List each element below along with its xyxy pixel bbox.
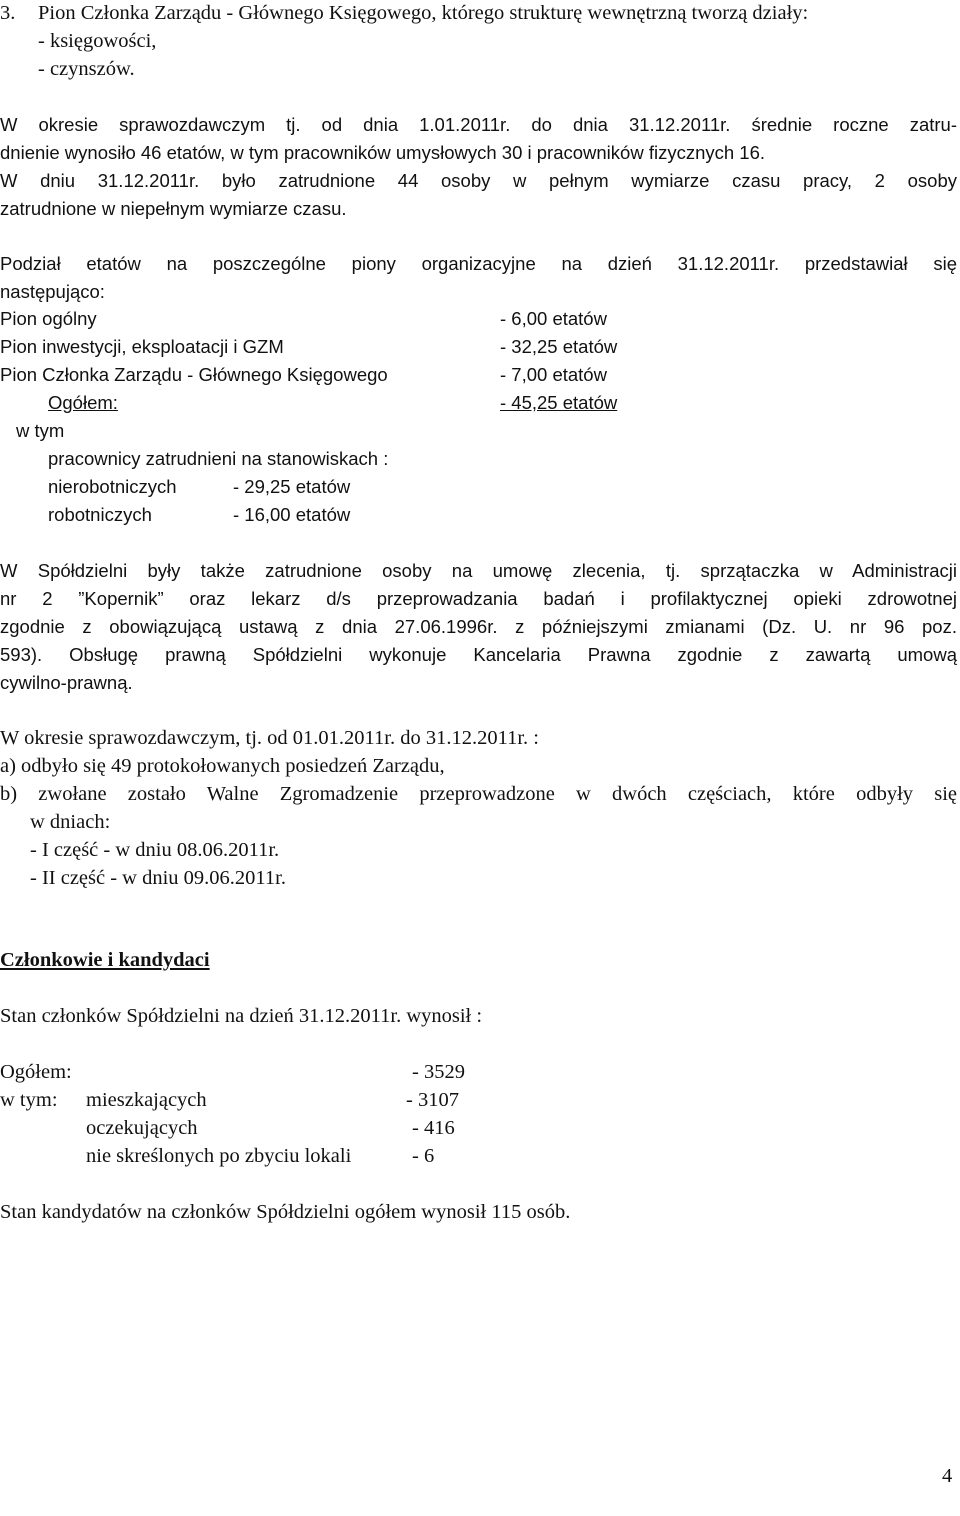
division-intro: Podział etatów na poszczególne piony organizacyjne na dzień 31.12.2011r. przedstawiał się xyxy=(0,253,957,274)
division-row-label: Pion ogólny xyxy=(0,308,97,329)
page-number: 4 xyxy=(942,1465,953,1487)
section-heading: Pion Członka Zarządu - Głównego Księgowego, którego strukturę wewnętrzną tworzą działy: xyxy=(38,2,809,24)
paragraph-line: zgodnie z obowiązującą ustawą z dnia 27.06.1996r. z późniejszymi zmianami (Dz. U. nr 96 poz. xyxy=(0,616,957,637)
paragraph-line: cywilno-prawną. xyxy=(0,672,133,693)
members-breakdown-value: - 416 xyxy=(412,1117,455,1139)
board-item-b: b) zwołane zostało Walne Zgromadzenie przeprowadzone w dwóch częściach, które odbyły się xyxy=(0,783,957,805)
candidates-line: Stan kandydatów na członków Spółdzielni ogółem wynosił 115 osób. xyxy=(0,1201,571,1223)
division-total-value: - 45,25 etatów xyxy=(500,392,618,413)
paragraph-line: W Spółdzielni były także zatrudnione osoby na umowę zlecenia, tj. sprzątaczka w Administracji xyxy=(0,560,957,581)
members-breakdown-label: oczekujących xyxy=(86,1117,198,1139)
section-number: 3. xyxy=(0,2,16,24)
division-intro: następująco: xyxy=(0,281,105,302)
division-total-label: Ogółem: xyxy=(48,392,118,413)
workers-label: robotniczych xyxy=(48,504,152,525)
members-breakdown-label: mieszkających xyxy=(86,1089,207,1111)
division-row-label: Pion inwestycji, eksploatacji i GZM xyxy=(0,336,284,357)
paragraph-line: dnienie wynosiło 46 etatów, w tym pracowników umysłowych 30 i pracowników fizycznych 16. xyxy=(0,142,766,163)
paragraph-line: zatrudnione w niepełnym wymiarze czasu. xyxy=(0,198,347,219)
workers-value: - 29,25 etatów xyxy=(233,476,351,497)
w-tym-label: w tym xyxy=(16,420,65,441)
members-breakdown-value: - 6 xyxy=(412,1145,435,1167)
paragraph-line: W dniu 31.12.2011r. było zatrudnione 44 osoby w pełnym wymiarze czasu pracy, 2 osoby xyxy=(0,170,957,191)
workers-value: - 16,00 etatów xyxy=(233,504,351,525)
members-breakdown-label: nie skreślonych po zbyciu lokali xyxy=(86,1145,352,1167)
section-item: - czynszów. xyxy=(38,58,135,80)
members-total-label: Ogółem: xyxy=(0,1061,72,1083)
division-row-value: - 6,00 etatów xyxy=(500,308,607,329)
members-heading: Członkowie i kandydaci xyxy=(0,949,210,971)
paragraph-line: nr 2 ”Kopernik” oraz lekarz d/s przeprowadzania badań i profilaktycznej opieki zdrowotnej xyxy=(0,588,957,609)
division-row-value: - 7,00 etatów xyxy=(500,364,607,385)
meeting-part: - II część - w dniu 09.06.2011r. xyxy=(30,867,286,889)
section-item: - księgowości, xyxy=(38,30,157,52)
board-item-b-cont: w dniach: xyxy=(30,811,111,833)
members-status: Stan członków Spółdzielni na dzień 31.12.2011r. wynosił : xyxy=(0,1005,483,1027)
division-row-value: - 32,25 etatów xyxy=(500,336,618,357)
paragraph-line: W okresie sprawozdawczym tj. od dnia 1.01.2011r. do dnia 31.12.2011r. średnie roczne zatru- xyxy=(0,114,957,135)
members-total-value: - 3529 xyxy=(412,1061,465,1083)
workers-heading: pracownicy zatrudnieni na stanowiskach : xyxy=(48,448,389,469)
board-item-a: a) odbyło się 49 protokołowanych posiedzeń Zarządu, xyxy=(0,755,445,777)
board-intro: W okresie sprawozdawczym, tj. od 01.01.2011r. do 31.12.2011r. : xyxy=(0,727,539,749)
paragraph-line: 593). Obsługę prawną Spółdzielni wykonuje Kancelaria Prawna zgodnie z zawartą umową xyxy=(0,644,957,665)
workers-label: nierobotniczych xyxy=(48,476,177,497)
members-w-tym-label: w tym: xyxy=(0,1089,58,1111)
division-row-label: Pion Członka Zarządu - Głównego Księgowego xyxy=(0,364,388,385)
meeting-part: - I część - w dniu 08.06.2011r. xyxy=(30,839,280,861)
members-breakdown-value: - 3107 xyxy=(406,1089,459,1111)
